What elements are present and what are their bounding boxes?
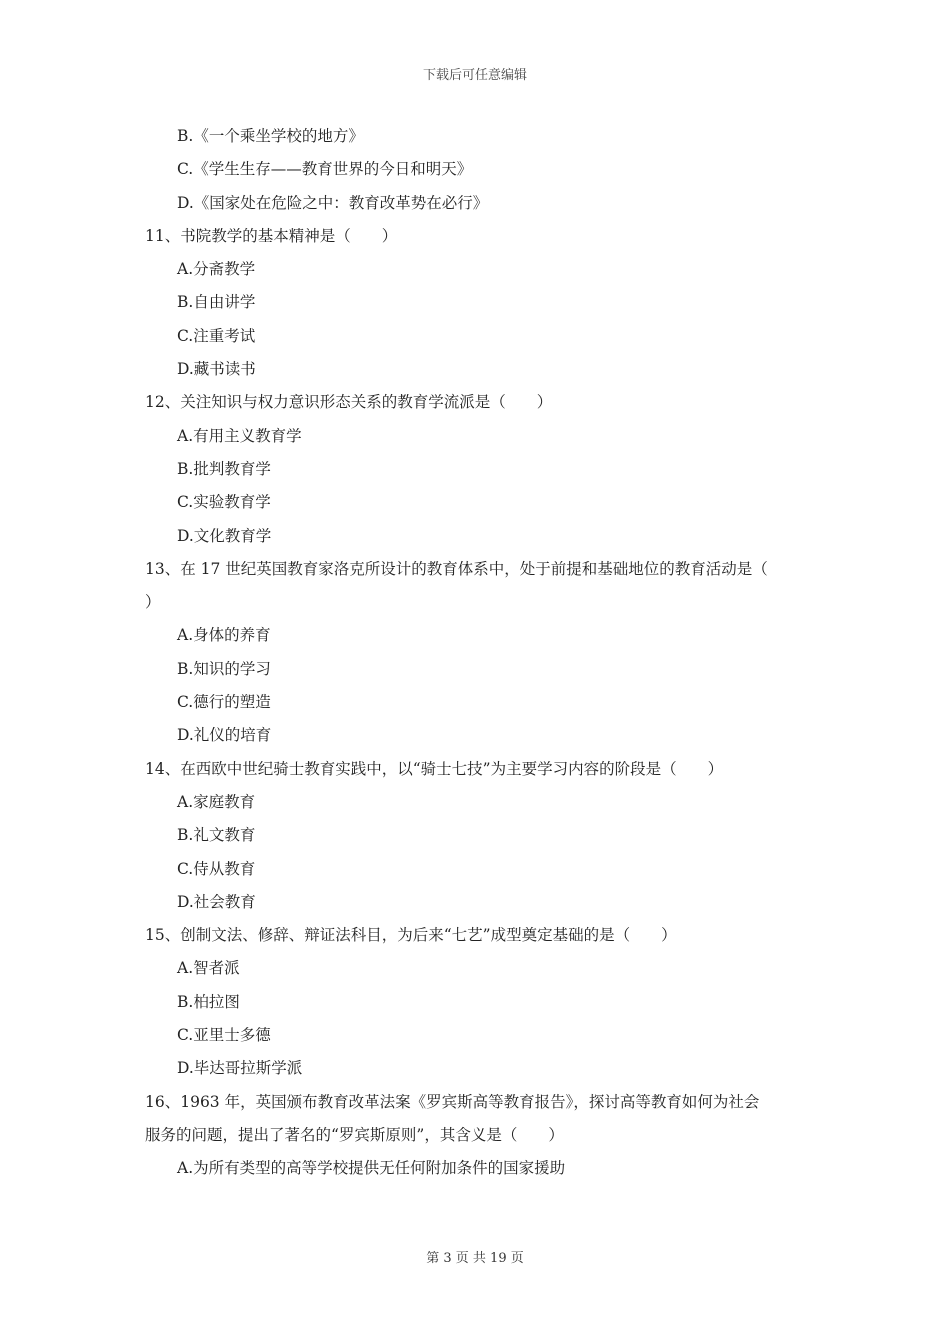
question-13-option-a: A.身体的养育 <box>177 626 271 645</box>
question-14-option-b: B.礼文教育 <box>177 826 256 845</box>
question-14-stem: 14、在西欧中世纪骑士教育实践中，以“骑士七技”为主要学习内容的阶段是（ ） <box>145 759 724 778</box>
question-12-option-a: A.有用主义教育学 <box>177 426 302 445</box>
question-11-option-d: D.藏书读书 <box>177 360 256 379</box>
page-header: 下载后可任意编辑 <box>422 68 527 83</box>
question-15-option-d: D.毕达哥拉斯学派 <box>177 1059 303 1078</box>
question-15-option-c: C.亚里士多德 <box>177 1026 271 1045</box>
question-11-option-a: A.分斋教学 <box>177 260 256 279</box>
option-d: D.《国家处在危险之中：教育改革势在必行》 <box>177 193 489 212</box>
question-list <box>145 120 815 1186</box>
question-14-option-a: A.家庭教育 <box>177 792 256 811</box>
question-12-option-b: B.批判教育学 <box>177 459 271 478</box>
question-15-option-b: B.柏拉图 <box>177 992 240 1011</box>
page-footer: 第 3 页 共 19 页 <box>426 1251 524 1266</box>
question-12-stem: 12、关注知识与权力意识形态关系的教育学流派是（ ） <box>145 393 553 412</box>
question-16-stem-line-1: 16、1963 年，英国颁布教育改革法案《罗宾斯高等教育报告》，探讨高等教育如何为社会 <box>145 1092 760 1111</box>
option-b: B.《一个乘坐学校的地方》 <box>177 127 364 145</box>
question-13-option-c: C.德行的塑造 <box>177 693 271 712</box>
question-15-option-a: A.智者派 <box>177 959 240 978</box>
question-16-stem-line-2: 服务的问题，提出了著名的“罗宾斯原则”，其含义是（ ） <box>145 1125 564 1144</box>
question-13-stem-line-2: ） <box>145 593 161 612</box>
question-11-option-c: C.注重考试 <box>177 326 256 345</box>
question-13-option-b: B.知识的学习 <box>177 659 271 678</box>
question-16-option-a: A.为所有类型的高等学校提供无任何附加条件的国家援助 <box>177 1159 566 1178</box>
option-c: C.《学生生存——教育世界的今日和明天》 <box>177 160 473 179</box>
question-15-stem: 15、创制文法、修辞、辩证法科目，为后来“七艺”成型奠定基础的是（ ） <box>145 926 677 945</box>
question-14-option-c: C.侍从教育 <box>177 859 256 878</box>
question-14-option-d: D.社会教育 <box>177 892 256 911</box>
question-13-option-d: D.礼仪的培育 <box>177 726 272 745</box>
question-11-stem: 11、书院教学的基本精神是（ ） <box>145 226 398 245</box>
question-11-option-b: B.自由讲学 <box>177 293 256 312</box>
question-13-stem-line-1: 13、在 17 世纪英国教育家洛克所设计的教育体系中，处于前提和基础地位的教育活动是（ <box>145 559 768 578</box>
question-12-option-c: C.实验教育学 <box>177 493 271 512</box>
question-12-option-d: D.文化教育学 <box>177 526 272 545</box>
